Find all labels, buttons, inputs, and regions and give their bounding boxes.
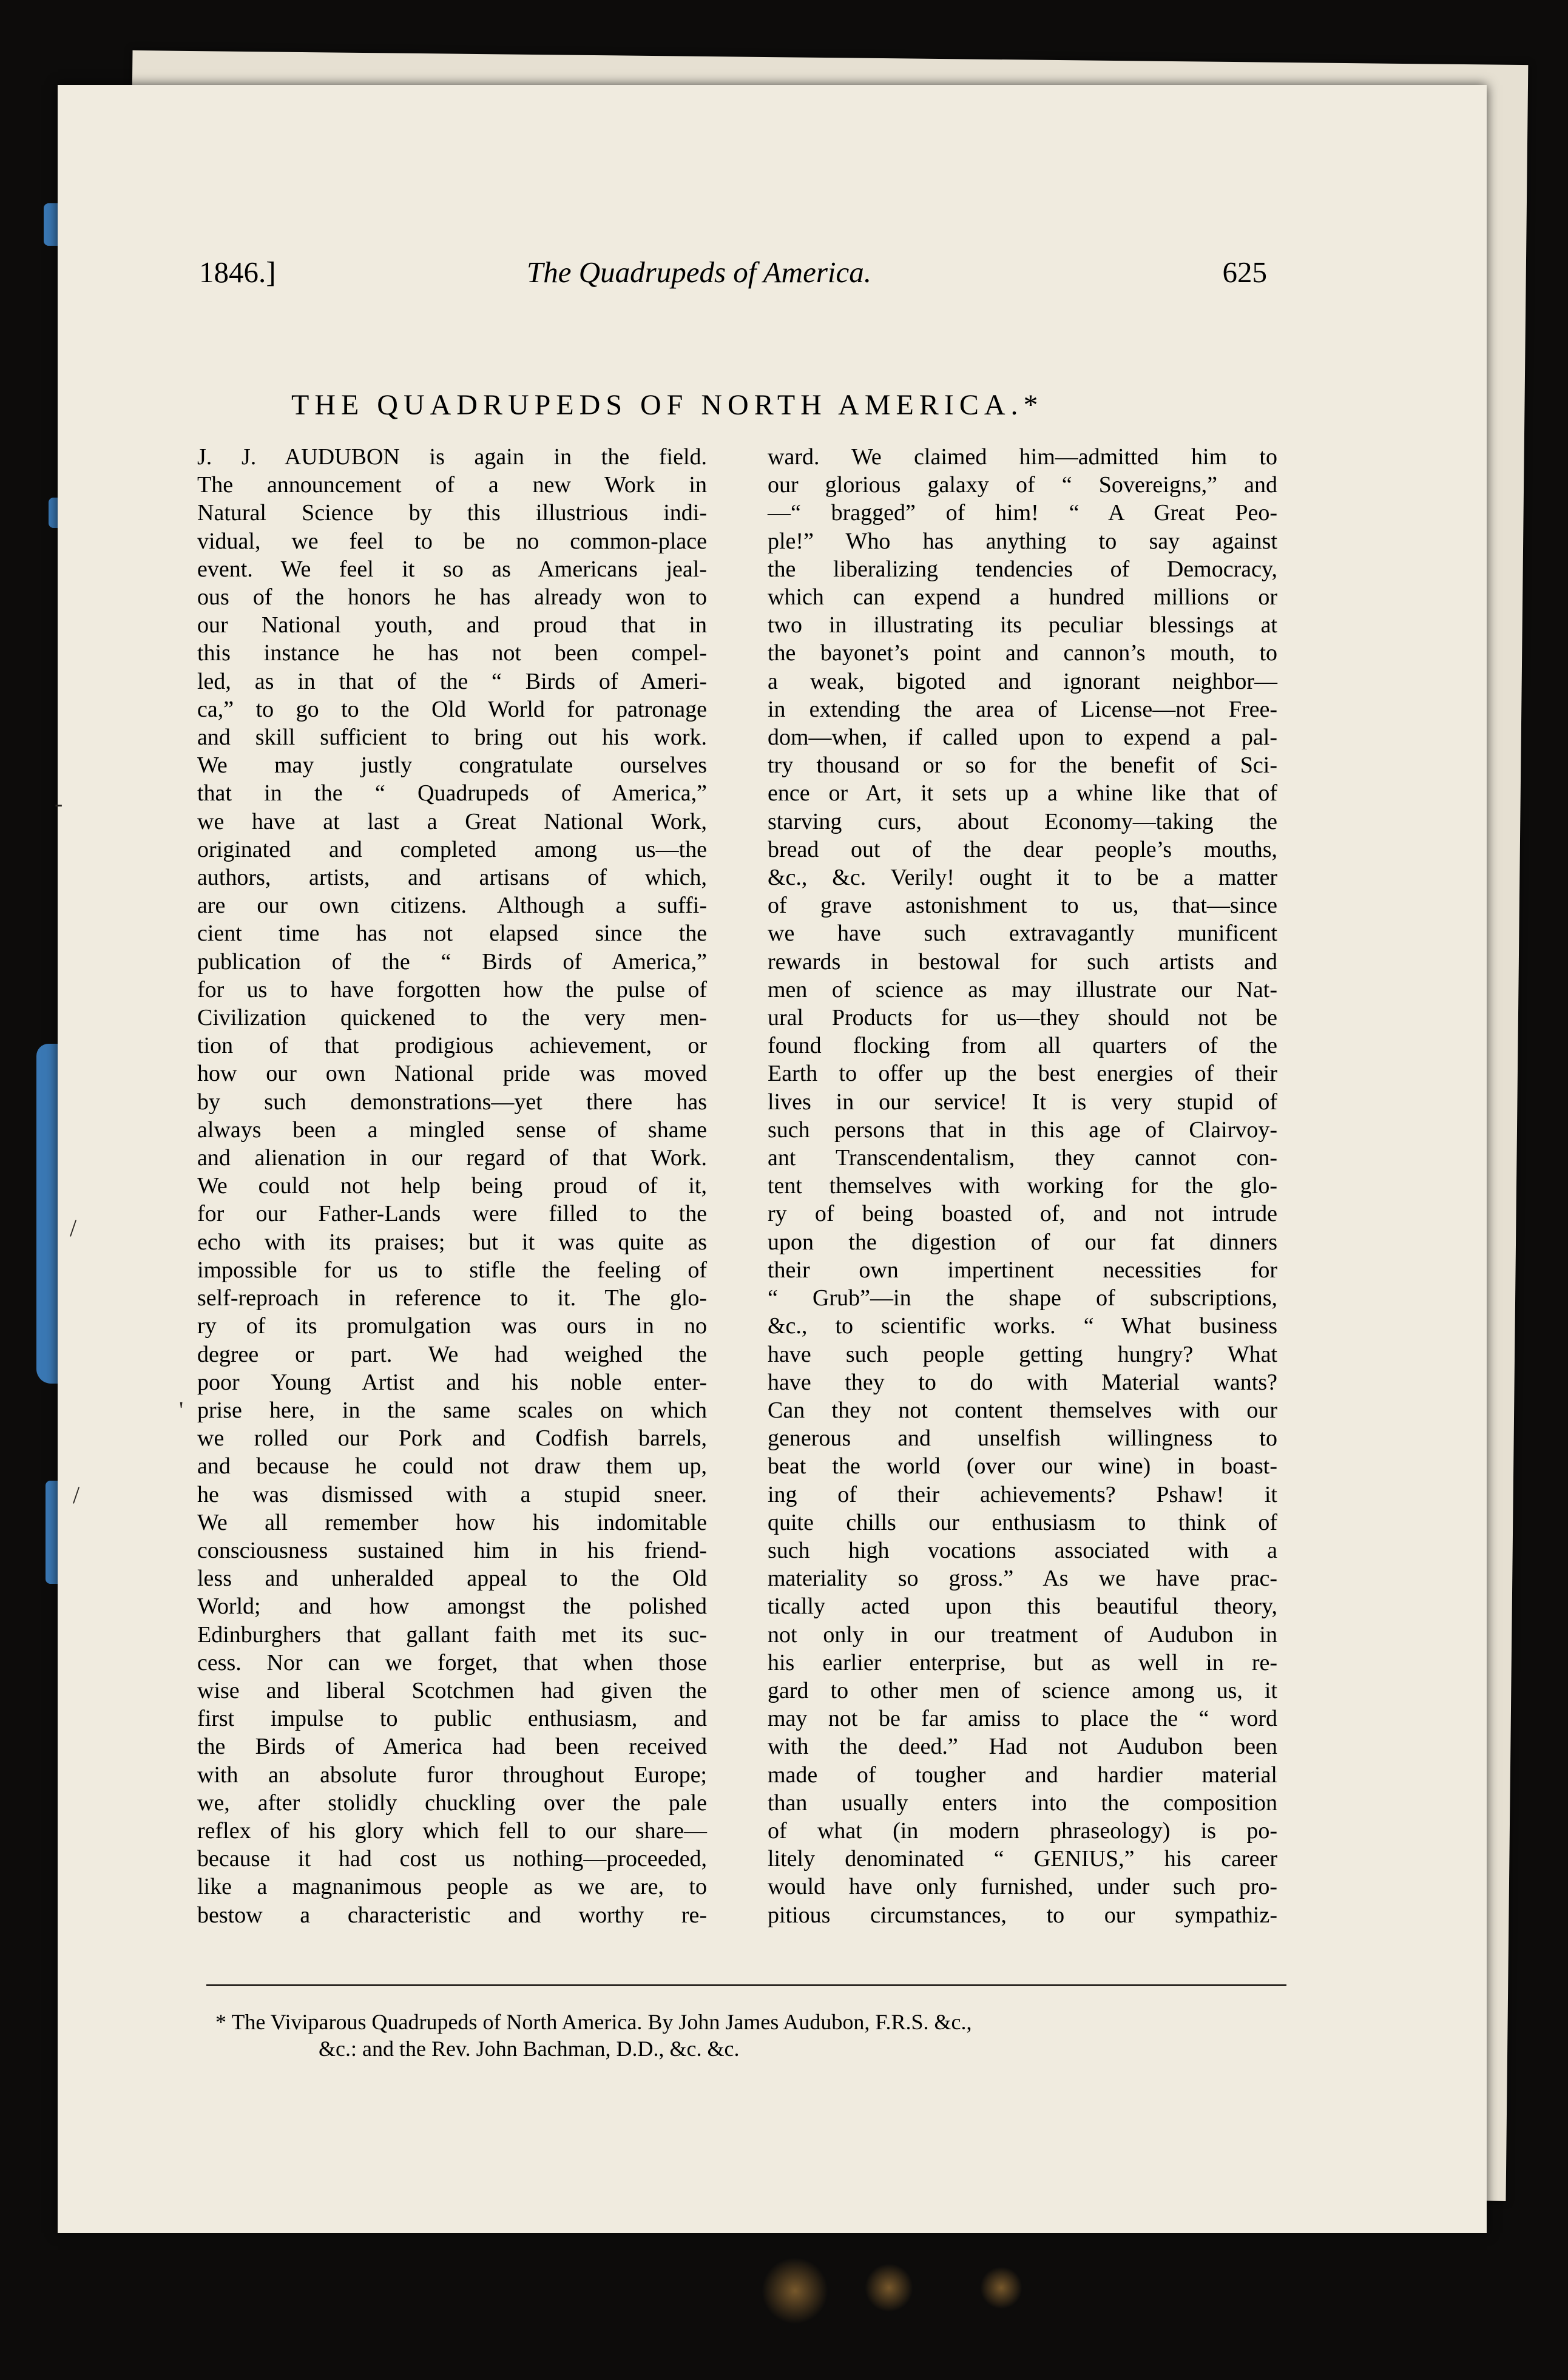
text-line: “ Grub”—in the shape of subscriptions,	[768, 1285, 1277, 1311]
text-line: generous and unselfish willingness to	[768, 1425, 1277, 1452]
text-line: upon the digestion of our fat dinners	[768, 1229, 1277, 1255]
text-line: wise and liberal Scotchmen had given the	[197, 1677, 707, 1703]
text-line: self-reproach in reference to it. The glo-	[197, 1285, 707, 1311]
text-line: this instance he has not been compel-	[197, 640, 707, 666]
text-line: we have such extravagantly munificent	[768, 921, 1277, 947]
text-line: for us to have forgotten how the pulse of	[197, 976, 707, 1002]
text-line: Earth to offer up the best energies of their	[768, 1061, 1277, 1087]
text-line: We may justly congratulate ourselves	[197, 752, 707, 779]
text-line: bestow a characteristic and worthy re-	[197, 1902, 707, 1928]
text-line: cess. Nor can we forget, that when those	[197, 1649, 707, 1675]
text-line: two in illustrating its peculiar blessings at	[768, 612, 1277, 638]
text-line: —“ bragged” of him! “ A Great Peo-	[768, 500, 1277, 526]
text-line: the bayonet’s point and cannon’s mouth, to	[768, 640, 1277, 666]
text-line: ant Transcendentalism, they cannot con-	[768, 1145, 1277, 1171]
text-line: quite chills our enthusiasm to think of	[768, 1509, 1277, 1535]
right-column	[768, 443, 1277, 1929]
text-line: echo with its praises; but it was quite as	[197, 1229, 707, 1255]
text-line: found flocking from all quarters of the	[768, 1033, 1277, 1059]
text-line: publication of the “ Birds of America,”	[197, 948, 707, 975]
foxing-stain	[980, 2267, 1022, 2309]
text-line: may not be far amiss to place the “ word	[768, 1706, 1277, 1732]
text-line: starving curs, about Economy—taking the	[768, 808, 1277, 834]
text-line: impossible for us to stifle the feeling of	[197, 1257, 707, 1283]
text-line: and alienation in our regard of that Work.	[197, 1145, 707, 1171]
margin-mark: '	[179, 1396, 184, 1424]
text-line: ry of its promulgation was ours in no	[197, 1313, 707, 1339]
text-line: ence or Art, it sets up a whine like that of	[768, 780, 1277, 806]
text-line: men of science as may illustrate our Nat-	[768, 976, 1277, 1002]
text-line: our National youth, and proud that in	[197, 612, 707, 638]
text-line: and because he could not draw them up,	[197, 1453, 707, 1479]
text-line: materiality so gross.” As we have prac-	[768, 1566, 1277, 1592]
text-line: led, as in that of the “ Birds of Ameri-	[197, 668, 707, 694]
text-line: for our Father-Lands were filled to the	[197, 1201, 707, 1227]
text-line: that in the “ Quadrupeds of America,”	[197, 780, 707, 806]
text-line: with the deed.” Had not Audubon been	[768, 1734, 1277, 1760]
text-line: are our own citizens. Although a suffi-	[197, 893, 707, 919]
text-line: originated and completed among us—the	[197, 836, 707, 862]
text-line: we have at last a Great National Work,	[197, 808, 707, 834]
text-line: J. J. AUDUBON is again in the field.	[197, 444, 707, 470]
text-line: bread out of the dear people’s mouths,	[768, 836, 1277, 862]
text-line: consciousness sustained him in his friend-	[197, 1537, 707, 1563]
text-line: lives in our service! It is very stupid of	[768, 1089, 1277, 1115]
text-line: we, after stolidly chuckling over the pale	[197, 1790, 707, 1816]
text-line: how our own National pride was moved	[197, 1061, 707, 1087]
text-line: ry of being boasted of, and not intrude	[768, 1201, 1277, 1227]
text-line: &c., to scientific works. “ What business	[768, 1313, 1277, 1339]
page-number: 625	[1222, 255, 1267, 289]
text-line: We could not help being proud of it,	[197, 1173, 707, 1199]
text-line: our glorious galaxy of “ Sovereigns,” and	[768, 472, 1277, 498]
margin-mark: -	[55, 789, 63, 817]
text-line: of what (in modern phraseology) is po-	[768, 1817, 1277, 1844]
text-line: ing of their achievements? Pshaw! it	[768, 1481, 1277, 1507]
text-line: prise here, in the same scales on which	[197, 1397, 707, 1423]
margin-mark: /	[70, 1214, 77, 1242]
text-line: tion of that prodigious achievement, or	[197, 1033, 707, 1059]
text-line: their own impertinent necessities for	[768, 1257, 1277, 1283]
text-line: ple!” Who has anything to say against	[768, 528, 1277, 554]
header-year: 1846.]	[199, 255, 276, 289]
text-line: cient time has not elapsed since the	[197, 921, 707, 947]
text-line: gard to other men of science among us, it	[768, 1677, 1277, 1703]
margin-mark: /	[73, 1481, 80, 1509]
foxing-stain	[762, 2257, 828, 2324]
text-line: made of tougher and hardier material	[768, 1762, 1277, 1788]
text-line: event. We feel it so as Americans jeal-	[197, 556, 707, 582]
text-line: a weak, bigoted and ignorant neighbor—	[768, 668, 1277, 694]
text-line: Edinburghers that gallant faith met its suc-	[197, 1621, 707, 1648]
text-line: dom—when, if called upon to expend a pal-	[768, 725, 1277, 751]
text-line: &c., &c. Verily! ought it to be a matter	[768, 865, 1277, 891]
text-line: have they to do with Material wants?	[768, 1369, 1277, 1395]
text-line: Natural Science by this illustrious indi-	[197, 500, 707, 526]
text-line: like a magnanimous people as we are, to	[197, 1874, 707, 1900]
running-title: The Quadrupeds of America.	[527, 255, 871, 289]
text-line: first impulse to public enthusiasm, and	[197, 1706, 707, 1732]
text-line: pitious circumstances, to our sympathiz-	[768, 1902, 1277, 1928]
text-line: poor Young Artist and his noble enter-	[197, 1369, 707, 1395]
text-line: less and unheralded appeal to the Old	[197, 1566, 707, 1592]
text-line: try thousand or so for the benefit of Sci-	[768, 752, 1277, 779]
text-line: degree or part. We had weighed the	[197, 1341, 707, 1367]
text-line: ural Products for us—they should not be	[768, 1005, 1277, 1031]
text-line: his earlier enterprise, but as well in re-	[768, 1649, 1277, 1675]
text-line: not only in our treatment of Audubon in	[768, 1621, 1277, 1648]
text-line: the liberalizing tendencies of Democracy,	[768, 556, 1277, 582]
text-line: ca,” to go to the Old World for patronage	[197, 696, 707, 722]
foxing-stain	[865, 2263, 913, 2312]
text-line: he was dismissed with a stupid sneer.	[197, 1481, 707, 1507]
footnote-rule	[206, 1984, 1286, 1986]
text-line: vidual, we feel to be no common-place	[197, 528, 707, 554]
text-line: have such people getting hungry? What	[768, 1341, 1277, 1367]
article-title: THE QUADRUPEDS OF NORTH AMERICA.*	[291, 389, 1044, 421]
footnote-line: * The Viviparous Quadrupeds of North America. By John James Audubon, F.R.S. &c.,	[215, 2010, 972, 2034]
text-line: such persons that in this age of Clairvoy-	[768, 1117, 1277, 1143]
text-line: in extending the area of License—not Free-	[768, 696, 1277, 722]
text-line: World; and how amongst the polished	[197, 1594, 707, 1620]
text-line: because it had cost us nothing—proceeded,	[197, 1846, 707, 1872]
running-header	[199, 255, 1267, 291]
text-line: ward. We claimed him—admitted him to	[768, 444, 1277, 470]
text-line: such high vocations associated with a	[768, 1537, 1277, 1563]
text-line: tically acted upon this beautiful theory,	[768, 1594, 1277, 1620]
text-line: We all remember how his indomitable	[197, 1509, 707, 1535]
text-line: beat the world (over our wine) in boast-	[768, 1453, 1277, 1479]
text-line: Civilization quickened to the very men-	[197, 1005, 707, 1031]
text-line: which can expend a hundred millions or	[768, 584, 1277, 610]
text-line: authors, artists, and artisans of which,	[197, 865, 707, 891]
text-line: ous of the honors he has already won to	[197, 584, 707, 610]
text-line: tent themselves with working for the glo-	[768, 1173, 1277, 1199]
text-line: with an absolute furor throughout Europe;	[197, 1762, 707, 1788]
text-line: than usually enters into the composition	[768, 1790, 1277, 1816]
footnote-line: &c.: and the Rev. John Bachman, D.D., &c. &c.	[319, 2037, 740, 2061]
text-line: the Birds of America had been received	[197, 1734, 707, 1760]
text-line: would have only furnished, under such pro-	[768, 1874, 1277, 1900]
left-column	[197, 443, 707, 1929]
text-line: always been a mingled sense of shame	[197, 1117, 707, 1143]
text-line: rewards in bestowal for such artists and	[768, 948, 1277, 975]
text-line: litely denominated “ GENIUS,” his career	[768, 1846, 1277, 1872]
text-line: Can they not content themselves with our	[768, 1397, 1277, 1423]
text-line: reflex of his glory which fell to our share—	[197, 1817, 707, 1844]
text-line: of grave astonishment to us, that—since	[768, 893, 1277, 919]
text-line: by such demonstrations—yet there has	[197, 1089, 707, 1115]
text-line: The announcement of a new Work in	[197, 472, 707, 498]
text-line: we rolled our Pork and Codfish barrels,	[197, 1425, 707, 1452]
footnote	[215, 2009, 1283, 2062]
text-line: and skill sufficient to bring out his work.	[197, 725, 707, 751]
